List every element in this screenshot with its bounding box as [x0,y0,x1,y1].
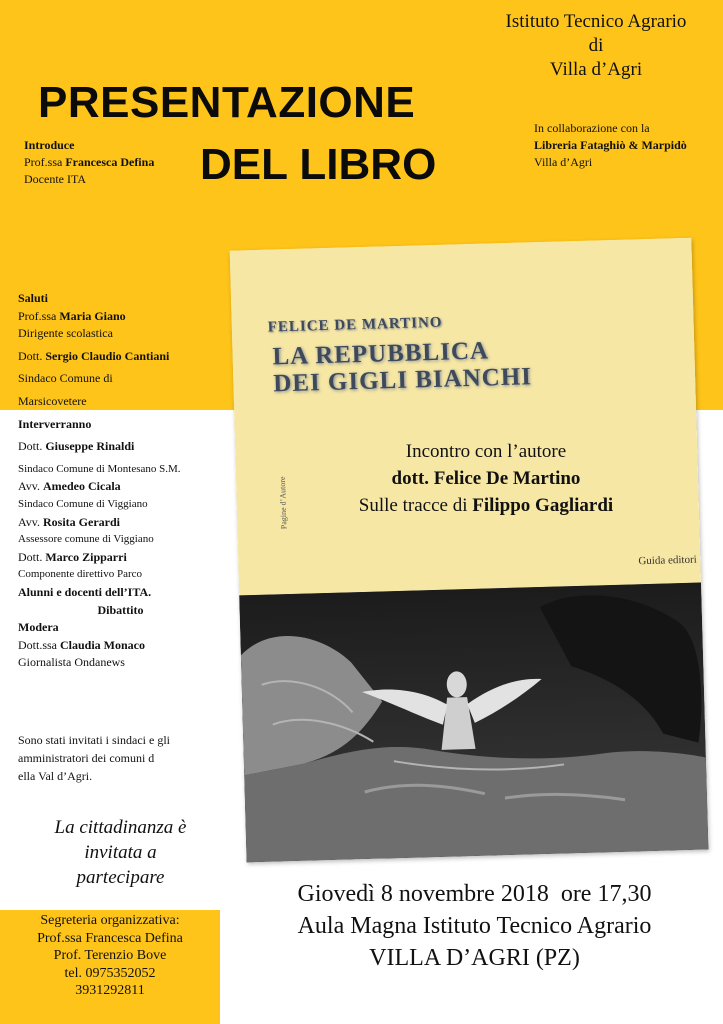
event-place: VILLA D’AGRI (PZ) [369,945,580,971]
institute-name: Istituto Tecnico Agrario di Villa d’Agri [505,11,687,80]
publisher-logo: Guida editori [638,553,697,568]
book-title: LA REPUBBLICA DEI GIGLI BIANCHI [272,337,533,398]
invite-note: Sono stati invitati i sindaci e gli amministratori dei comuni d ella Val d’Agri. [18,733,170,783]
organizing-secretariat: Segreteria organizzativa: Prof.ssa Francesca Defina Prof. Terenzio Bove tel. 0975352052 3931292811 [37,913,183,998]
event-venue: Aula Magna Istituto Tecnico Agrario [297,913,652,939]
cover-photo-statue [239,583,708,863]
introduction-block: Introduce Prof.ssa Francesca Defina Docente ITA [24,138,155,186]
statue-ruins-photo [239,583,708,863]
event-date: Giovedì 8 novembre 2018 ore 17,30 [297,881,652,907]
book-author: FELICE DE MARTINO [267,314,443,336]
speakers-list: Saluti Prof.ssa Maria Giano Dirigente scolastica Dott. Sergio Claudio Cantiani Sindaco Comune di Marsicovetere Interverranno Dott. Giuseppe Rinaldi Sindaco Comune di Montesano S.M. Avv. Amedeo Cicala Sindaco Comune di Viggiano Avv. Rosita Gerardi Assessore comune di Viggiano Dott. Marco Zipparri Componente direttivo Parco Alunni e docenti dell’ITA. Dibattito Modera Dott.ssa Claudia Monaco Giornalista Ondanews [18,291,181,670]
poster-title-line2: DEL LIBRO [200,140,437,189]
collaboration-block: In collaborazione con la Libreria Fataghiò & Marpidò Villa d’Agri [534,121,687,169]
citizens-invitation: La cittadinanza è invitata a partecipare [54,817,187,888]
poster-title-line1: PRESENTAZIONE [38,78,416,127]
series-label: Pagine d’Autore [277,476,289,530]
event-details [226,878,723,974]
book-cover [230,238,709,863]
author-meeting: Incontro con l’autore dott. Felice De Martino Sulle tracce di Filippo Gagliardi [358,441,614,516]
